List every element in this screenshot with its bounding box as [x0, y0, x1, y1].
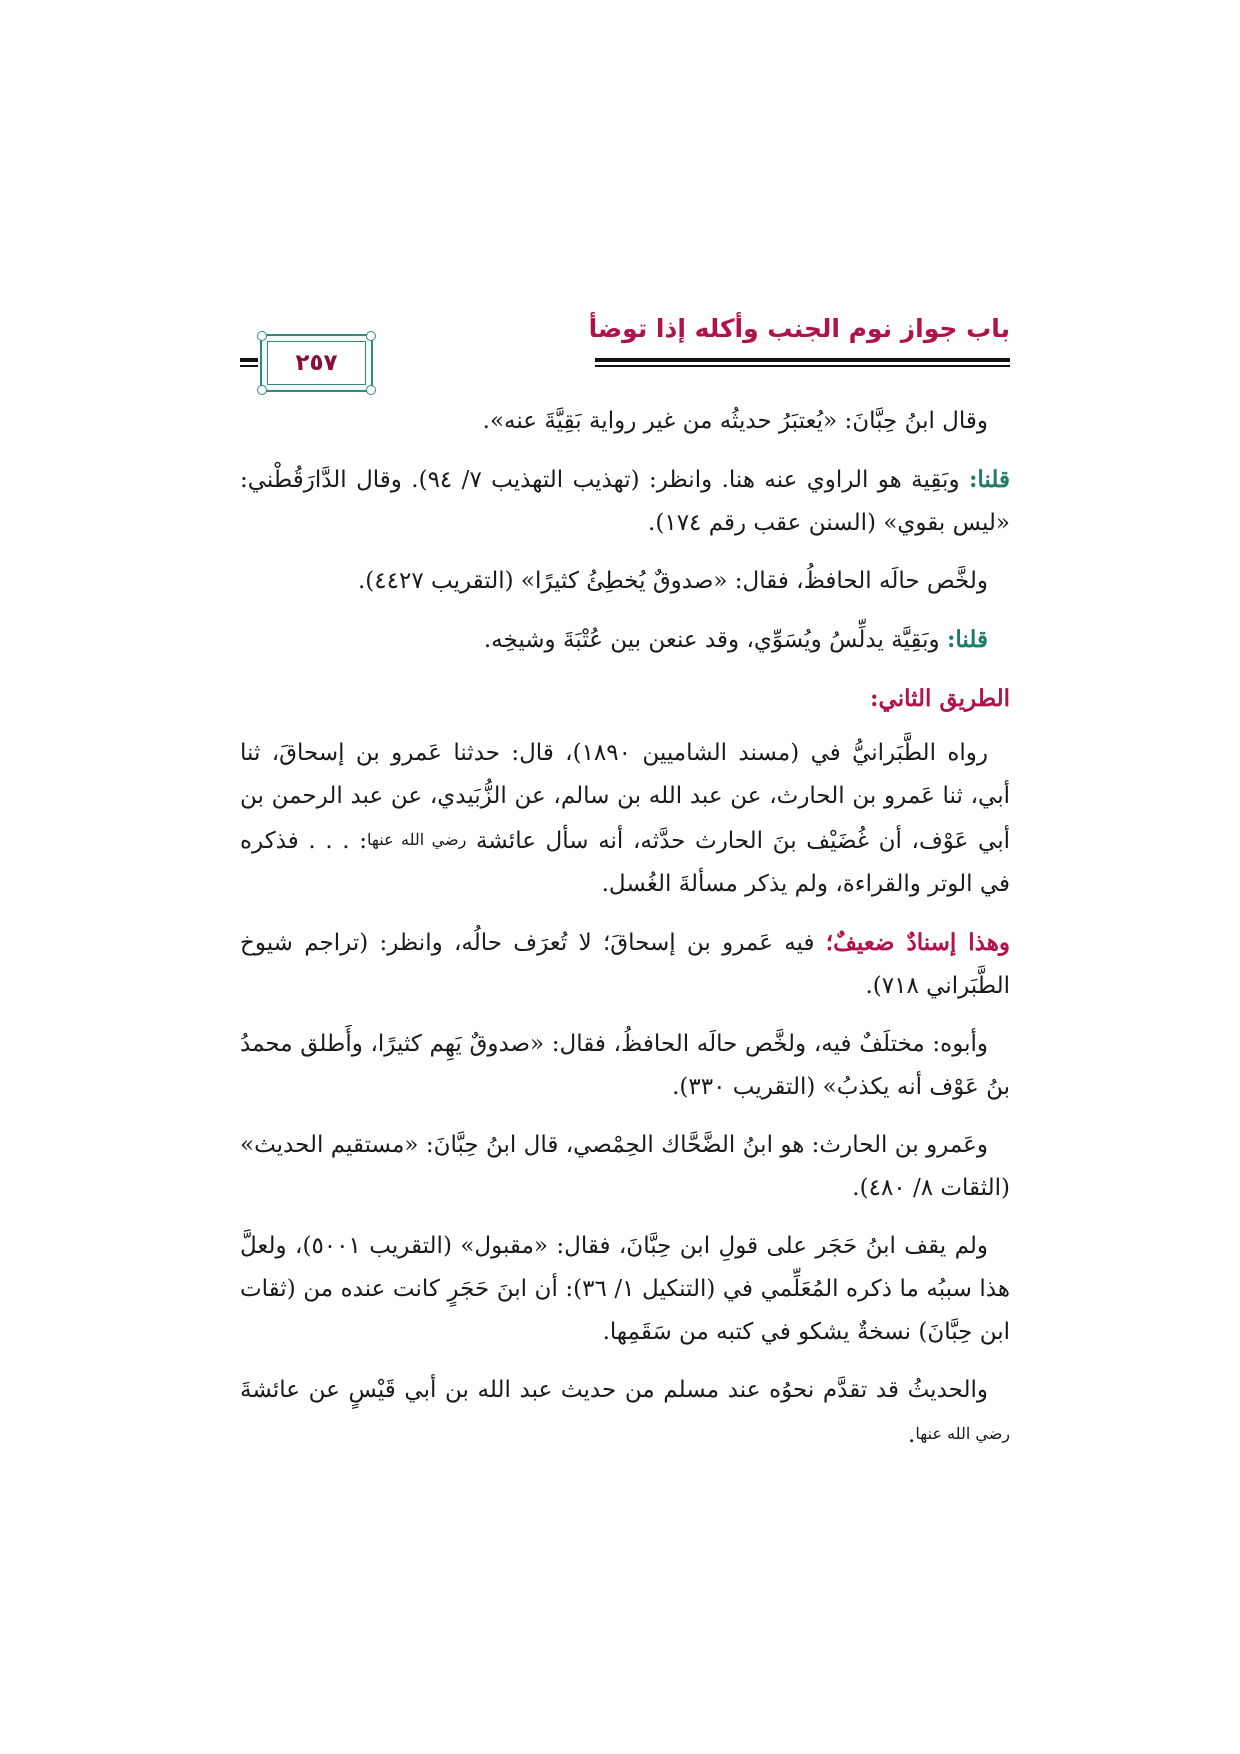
paragraph [240, 921, 1010, 1008]
page-number: ٢٥٧ [295, 350, 338, 376]
ornament-corner-icon [366, 385, 376, 395]
header-rule-left-thick [240, 358, 258, 362]
honorific-glyph: رضي الله عنها [367, 830, 467, 849]
paragraph-text: وبَقِيَّة يدلِّسُ ويُسَوِّي، وقد عنعن بين عُتْبَةَ وشيخِه. [483, 627, 947, 653]
page-header [240, 312, 1010, 382]
paragraph [240, 732, 1010, 906]
ornament-corner-icon [366, 331, 376, 341]
paragraph [240, 1023, 1010, 1109]
ornament-corner-icon [257, 331, 267, 341]
paragraph-text: وقال ابنُ حِبَّانَ: «يُعتبَرُ حديثُه من غير رواية بَقِيَّةَ عنه». [482, 408, 988, 434]
chapter-title: باب جواز نوم الجنب وأكله إذا توضأ [588, 314, 1010, 343]
paragraph-text: ولم يقف ابنُ حَجَر على قولِ ابن حِبَّانَ، فقال: «مقبول» (التقريب ٥٠٠١)، ولعلَّ هذا سببُه ما ذكره المُعَلِّمي في (التنكيل ١/ ٣٦): أن ابنَ حَجَرٍ كانت عنده من (ثقات ابن حِبَّانَ) نسخةٌ يشكو في كتبه من سَقَمِها. [240, 1233, 1010, 1345]
paragraph [240, 1369, 1010, 1457]
paragraph-text: ولخَّص حالَه الحافظُ، فقال: «صدوقٌ يُخطِئُ كثيرًا» (التقريب ٤٤٢٧). [357, 568, 988, 594]
paragraph [240, 618, 1010, 662]
paragraph [240, 1124, 1010, 1210]
paragraph-text: فيه عَمرو بن إسحاقَ؛ لا تُعرَف حالُه، وانظر: (تراجم شيوخ الطَّبَراني ٧١٨). [240, 930, 1010, 999]
paragraph [240, 458, 1010, 545]
page-number-box [267, 341, 366, 385]
paragraph-text: . [908, 1422, 916, 1448]
honorific-glyph: رضي الله عنها [915, 1424, 1010, 1443]
paragraph-text: : . . . فذكره في الوتر والقراءة، ولم يذكر مسألةَ الغُسل. [240, 828, 1010, 897]
paragraph-text: وبَقِية هو الراوي عنه هنا. وانظر: (تهذيب التهذيب ٧/ ٩٤). وقال الدَّارَقُطْني: «ليس بقوي» (السنن عقب رقم ١٧٤). [240, 467, 1010, 536]
paragraph [240, 400, 1010, 443]
qulna-label: قلنا: [946, 626, 988, 653]
paragraph [240, 560, 1010, 603]
header-rule-thick [595, 358, 1010, 362]
ornament-corner-icon [257, 385, 267, 395]
page-body [240, 400, 1010, 1472]
paragraph-text: والحديثُ قد تقدَّم نحوُه عند مسلم من حديث عبد الله بن أبي قَيْسٍ عن عائشةَ [240, 1377, 988, 1403]
paragraph-text: وعَمرو بن الحارث: هو ابنُ الضَّحَّاك الحِمْصي، قال ابنُ حِبَّانَ: «مستقيم الحديث» (الثقات ٨/ ٤٨٠). [240, 1132, 1010, 1201]
qulna-label: قلنا: [968, 466, 1010, 493]
header-rule-thin [595, 365, 1010, 367]
paragraph-text: رواه الطَّبَرانيُّ في (مسند الشاميين ١٨٩٠)، قال: حدثنا عَمرو بن إسحاقَ، ثنا أبي، ثنا عَمرو بن الحارث، عن عبد الله بن سالم، عن الزُّبَيدي، عن عبد الرحمن بن أبي عَوْف، أن غُضَيْف بنَ الحارث حدَّثه، أنه سأل عائشة [240, 740, 1010, 854]
section-heading: الطريق الثاني: [870, 685, 1010, 712]
header-rule-left-thin [240, 365, 258, 367]
page-number-frame [260, 334, 373, 392]
verdict-text: وهذا إسنادٌ ضعيفٌ؛ [825, 929, 1010, 956]
paragraph [240, 1225, 1010, 1354]
paragraph-text: وأبوه: مختلَفٌ فيه، ولخَّص حالَه الحافظُ، فقال: «صدوقٌ يَهِم كثيرًا، وأَطلق محمدُ بنُ عَوْف أنه يكذبُ» (التقريب ٣٣٠). [240, 1031, 1010, 1100]
